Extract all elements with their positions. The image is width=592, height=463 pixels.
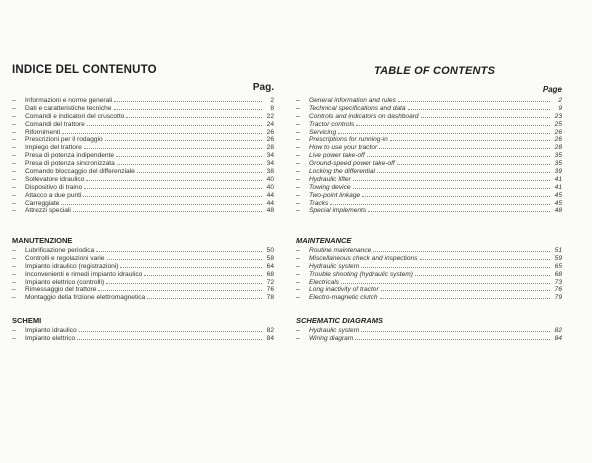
dot-leader bbox=[107, 254, 262, 260]
section-heading: SCHEMATIC DIAGRAMS bbox=[296, 316, 383, 325]
toc-entry bbox=[12, 285, 274, 293]
toc-entry bbox=[12, 199, 274, 207]
dot-leader bbox=[62, 128, 262, 134]
toc-entry-label: Controlli e regolazioni varie bbox=[25, 254, 105, 262]
toc-entry bbox=[12, 278, 274, 286]
toc-entry-label: Sollevatore idraulico bbox=[25, 175, 85, 183]
toc-entry-page: 79 bbox=[554, 294, 562, 302]
dot-leader bbox=[356, 120, 550, 126]
dot-leader bbox=[120, 262, 262, 268]
toc-entry-page: 82 bbox=[554, 327, 562, 334]
dot-leader bbox=[77, 334, 262, 340]
toc-entry-page: 68 bbox=[266, 270, 274, 278]
toc-entry bbox=[296, 254, 562, 262]
dash-bullet: – bbox=[12, 294, 16, 302]
toc-entry-label: Inconvenienti e rimedi impianto idraulico bbox=[25, 270, 143, 278]
dot-leader bbox=[144, 270, 262, 276]
dot-leader bbox=[114, 104, 263, 110]
toc-entry-label: Servicing bbox=[309, 128, 337, 136]
dash-bullet: – bbox=[12, 286, 16, 294]
toc-entry-page: 84 bbox=[554, 334, 562, 342]
dash-bullet: – bbox=[296, 175, 300, 183]
dash-bullet: – bbox=[12, 136, 16, 144]
dot-leader bbox=[397, 159, 550, 165]
dash-bullet: – bbox=[12, 254, 16, 262]
dot-leader bbox=[83, 191, 262, 197]
toc-entry bbox=[12, 183, 274, 191]
toc-entry-page: 45 bbox=[554, 191, 562, 199]
dash-bullet: – bbox=[296, 144, 300, 152]
toc-entry-label: General information and rules bbox=[309, 97, 396, 104]
toc-entry-label: Prescrizioni per il rodaggio bbox=[25, 136, 103, 144]
toc-entry bbox=[296, 326, 562, 334]
toc-entry bbox=[12, 334, 274, 342]
toc-entry-label: Informazioni e norme generali bbox=[25, 97, 113, 104]
toc-entry-label: Live power take-off bbox=[309, 152, 365, 160]
dot-leader bbox=[368, 206, 550, 212]
toc-entry-label: Presa di potenza sincronizzata bbox=[25, 160, 115, 168]
dot-leader bbox=[341, 278, 550, 284]
toc-section bbox=[12, 246, 274, 301]
toc-entry bbox=[296, 206, 562, 214]
toc-entry-label: Tractor controls bbox=[309, 120, 355, 128]
dash-bullet: – bbox=[12, 104, 16, 112]
toc-entry-label: Impiego del trattore bbox=[25, 144, 82, 152]
toc-section bbox=[296, 326, 562, 342]
toc-entry-label: Comando bloccaggio del differenziale bbox=[25, 168, 135, 176]
toc-entry-label: Impianto elettrico (controlli) bbox=[25, 278, 105, 286]
toc-entry bbox=[12, 326, 274, 334]
dash-bullet: – bbox=[12, 207, 16, 215]
toc-entry-page: 2 bbox=[558, 97, 562, 104]
toc-entry-label: Prescriptions for running-in bbox=[309, 136, 388, 144]
toc-entry-page: 76 bbox=[266, 286, 274, 294]
toc-section bbox=[296, 96, 562, 214]
toc-entry-label: Ground-speed power take-off bbox=[309, 160, 395, 168]
toc-entry-page: 65 bbox=[554, 262, 562, 270]
toc-entry-page: 24 bbox=[266, 120, 274, 128]
toc-entry bbox=[296, 199, 562, 207]
toc-entry-page: 73 bbox=[554, 278, 562, 286]
dot-leader bbox=[126, 112, 262, 118]
dash-bullet: – bbox=[296, 104, 300, 112]
dot-leader bbox=[98, 285, 262, 291]
dot-leader bbox=[86, 175, 262, 181]
dash-bullet: – bbox=[296, 334, 300, 342]
toc-entry-label: Comandi del trattore bbox=[25, 120, 85, 128]
dash-bullet: – bbox=[296, 128, 300, 136]
toc-entry bbox=[12, 167, 274, 175]
dot-leader bbox=[84, 143, 262, 149]
dot-leader bbox=[73, 206, 262, 212]
dash-bullet: – bbox=[296, 168, 300, 176]
toc-entry bbox=[12, 254, 274, 262]
dash-bullet: – bbox=[12, 168, 16, 176]
toc-entry bbox=[12, 120, 274, 128]
dot-leader bbox=[116, 151, 262, 157]
toc-entry-label: How to use your tractor bbox=[309, 144, 378, 152]
toc-entry-page: 28 bbox=[554, 144, 562, 152]
toc-entry-label: Two-point linkage bbox=[309, 191, 361, 199]
toc-entry-label: Trouble shooting (hydraulic system) bbox=[309, 270, 413, 278]
toc-entry-page: 22 bbox=[266, 112, 274, 120]
toc-entry-page: 41 bbox=[554, 183, 562, 191]
dot-leader bbox=[361, 262, 550, 268]
toc-entry-page: 44 bbox=[266, 199, 274, 207]
toc-entry-label: Locking the differential bbox=[309, 168, 375, 176]
toc-entry-label: Rimessaggio del trattore bbox=[25, 286, 97, 294]
dash-bullet: – bbox=[296, 286, 300, 294]
toc-entry bbox=[12, 262, 274, 270]
dot-leader bbox=[355, 334, 550, 340]
toc-entry bbox=[296, 135, 562, 143]
dash-bullet: – bbox=[12, 97, 16, 104]
toc-entry-label: Tracks bbox=[309, 199, 329, 207]
toc-entry-label: Hydraulic lifter bbox=[309, 175, 351, 183]
toc-entry-page: 41 bbox=[554, 175, 562, 183]
toc-entry-page: 59 bbox=[554, 254, 562, 262]
dot-leader bbox=[96, 246, 262, 252]
dash-bullet: – bbox=[296, 278, 300, 286]
toc-entry bbox=[296, 270, 562, 278]
toc-entry bbox=[12, 191, 274, 199]
toc-entry-label: Attrezzi speciali bbox=[25, 207, 71, 215]
dash-bullet: – bbox=[296, 191, 300, 199]
toc-entry bbox=[296, 151, 562, 159]
dot-leader bbox=[379, 143, 550, 149]
toc-entry bbox=[12, 159, 274, 167]
dot-leader bbox=[380, 293, 550, 299]
toc-entry bbox=[296, 159, 562, 167]
dot-leader bbox=[114, 96, 262, 102]
dot-leader bbox=[381, 285, 550, 291]
toc-entry-page: 8 bbox=[270, 104, 274, 112]
toc-entry-label: Towing device bbox=[309, 183, 351, 191]
toc-entry-page: 48 bbox=[554, 207, 562, 215]
toc-entry bbox=[12, 135, 274, 143]
dot-leader bbox=[117, 159, 262, 165]
section-heading: SCHEMI bbox=[12, 316, 42, 325]
toc-entry-label: Lubrificazione periodica bbox=[25, 247, 95, 254]
dot-leader bbox=[137, 167, 262, 173]
toc-entry-label: Attacco a due punti bbox=[25, 191, 82, 199]
dash-bullet: – bbox=[296, 327, 300, 334]
dash-bullet: – bbox=[12, 175, 16, 183]
italian-page-header: Pag. bbox=[252, 82, 274, 93]
toc-entry-page: 39 bbox=[554, 168, 562, 176]
dash-bullet: – bbox=[296, 207, 300, 215]
toc-entry-label: Rifornimenti bbox=[25, 128, 61, 136]
toc-entry-label: Impianto idraulico bbox=[25, 327, 77, 334]
toc-entry-label: Wiring diagram bbox=[309, 334, 354, 342]
dot-leader bbox=[361, 326, 550, 332]
toc-entry-page: 25 bbox=[554, 120, 562, 128]
toc-entry-label: Hydraulic system bbox=[309, 262, 360, 270]
toc-entry-page: 82 bbox=[266, 327, 274, 334]
dash-bullet: – bbox=[296, 97, 300, 104]
toc-entry-page: 26 bbox=[554, 136, 562, 144]
dash-bullet: – bbox=[12, 262, 16, 270]
toc-entry bbox=[12, 270, 274, 278]
toc-entry-label: Electro-magnetic clutch bbox=[309, 294, 378, 302]
dash-bullet: – bbox=[12, 334, 16, 342]
toc-entry bbox=[296, 112, 562, 120]
toc-entry-label: Long inactivity of tractor bbox=[309, 286, 379, 294]
toc-entry bbox=[296, 128, 562, 136]
toc-entry bbox=[296, 175, 562, 183]
toc-entry-page: 40 bbox=[266, 175, 274, 183]
dot-leader bbox=[105, 135, 262, 141]
toc-entry-label: Presa di potenza indipendente bbox=[25, 152, 115, 160]
toc-entry-label: Electricals bbox=[309, 278, 340, 286]
toc-entry-page: 78 bbox=[266, 294, 274, 302]
toc-entry-label: Montaggio della frizione elettromagnetica bbox=[25, 294, 146, 302]
toc-entry-page: 40 bbox=[266, 183, 274, 191]
dash-bullet: – bbox=[12, 327, 16, 334]
dot-leader bbox=[362, 191, 550, 197]
toc-entry-label: Hydraulic system bbox=[309, 327, 360, 334]
toc-entry bbox=[296, 285, 562, 293]
dash-bullet: – bbox=[12, 183, 16, 191]
dot-leader bbox=[87, 120, 262, 126]
dot-leader bbox=[398, 96, 550, 102]
dot-leader bbox=[61, 199, 262, 205]
toc-entry-page: 58 bbox=[266, 254, 274, 262]
toc-entry-page: 34 bbox=[266, 152, 274, 160]
toc-entry bbox=[12, 206, 274, 214]
toc-entry-page: 26 bbox=[554, 128, 562, 136]
toc-entry-page: 84 bbox=[266, 334, 274, 342]
toc-entry-page: 44 bbox=[266, 191, 274, 199]
toc-entry bbox=[12, 96, 274, 104]
toc-entry-label: Controls and indicators on dashboard bbox=[309, 112, 419, 120]
dash-bullet: – bbox=[296, 183, 300, 191]
dash-bullet: – bbox=[296, 160, 300, 168]
toc-entry-page: 45 bbox=[554, 199, 562, 207]
dot-leader bbox=[79, 326, 262, 332]
toc-entry-label: Dispositivo di traino bbox=[25, 183, 83, 191]
dot-leader bbox=[367, 151, 550, 157]
toc-entry-page: 72 bbox=[266, 278, 274, 286]
toc-entry-page: 23 bbox=[554, 112, 562, 120]
dash-bullet: – bbox=[296, 254, 300, 262]
english-page-header: Page bbox=[542, 85, 562, 94]
toc-entry-page: 35 bbox=[554, 152, 562, 160]
toc-entry-page: 51 bbox=[554, 247, 562, 254]
dash-bullet: – bbox=[296, 247, 300, 254]
dot-leader bbox=[147, 293, 262, 299]
dot-leader bbox=[353, 175, 550, 181]
toc-entry-page: 48 bbox=[266, 207, 274, 215]
dot-leader bbox=[353, 183, 550, 189]
dash-bullet: – bbox=[12, 112, 16, 120]
toc-entry bbox=[12, 246, 274, 254]
toc-entry bbox=[296, 334, 562, 342]
dash-bullet: – bbox=[12, 160, 16, 168]
toc-entry bbox=[12, 293, 274, 301]
toc-entry-label: Dati e caratteristiche tecniche bbox=[25, 104, 112, 112]
toc-entry bbox=[296, 293, 562, 301]
toc-entry-label: Technical specifications and data bbox=[309, 104, 406, 112]
toc-entry bbox=[296, 120, 562, 128]
dash-bullet: – bbox=[296, 120, 300, 128]
toc-entry-page: 38 bbox=[266, 168, 274, 176]
toc-entry-page: 26 bbox=[266, 128, 274, 136]
toc-entry bbox=[12, 112, 274, 120]
toc-entry-page: 64 bbox=[266, 262, 274, 270]
section-heading: MAINTENANCE bbox=[296, 236, 352, 245]
toc-entry bbox=[296, 278, 562, 286]
toc-entry-page: 9 bbox=[558, 104, 562, 112]
dash-bullet: – bbox=[12, 144, 16, 152]
toc-entry bbox=[296, 262, 562, 270]
toc-entry-page: 50 bbox=[266, 247, 274, 254]
dash-bullet: – bbox=[12, 278, 16, 286]
toc-entry-page: 35 bbox=[554, 160, 562, 168]
toc-entry-page: 68 bbox=[554, 270, 562, 278]
toc-entry-label: Carreggiate bbox=[25, 199, 60, 207]
dash-bullet: – bbox=[12, 128, 16, 136]
dash-bullet: – bbox=[12, 191, 16, 199]
dot-leader bbox=[373, 246, 550, 252]
section-heading: MANUTENZIONE bbox=[12, 236, 73, 245]
dot-leader bbox=[377, 167, 550, 173]
toc-entry-page: 76 bbox=[554, 286, 562, 294]
toc-entry-page: 26 bbox=[266, 136, 274, 144]
dash-bullet: – bbox=[12, 247, 16, 254]
dot-leader bbox=[420, 254, 551, 260]
toc-entry bbox=[296, 191, 562, 199]
toc-entry bbox=[296, 246, 562, 254]
dash-bullet: – bbox=[12, 199, 16, 207]
dot-leader bbox=[84, 183, 262, 189]
toc-entry-label: Special implements bbox=[309, 207, 367, 215]
toc-entry bbox=[12, 175, 274, 183]
dash-bullet: – bbox=[296, 294, 300, 302]
toc-entry bbox=[12, 104, 274, 112]
toc-section bbox=[12, 326, 274, 342]
toc-entry-label: Impianto idraulico (registrazioni) bbox=[25, 262, 119, 270]
dot-leader bbox=[408, 104, 550, 110]
dash-bullet: – bbox=[296, 136, 300, 144]
toc-section bbox=[296, 246, 562, 301]
dot-leader bbox=[421, 112, 550, 118]
dash-bullet: – bbox=[296, 152, 300, 160]
toc-entry-page: 28 bbox=[266, 144, 274, 152]
dot-leader bbox=[106, 278, 262, 284]
dash-bullet: – bbox=[296, 199, 300, 207]
toc-entry-page: 2 bbox=[270, 97, 274, 104]
italian-title: INDICE DEL CONTENUTO bbox=[12, 64, 157, 76]
dot-leader bbox=[330, 199, 550, 205]
dot-leader bbox=[390, 135, 550, 141]
dash-bullet: – bbox=[296, 262, 300, 270]
toc-entry bbox=[296, 183, 562, 191]
dash-bullet: – bbox=[296, 112, 300, 120]
toc-entry bbox=[296, 143, 562, 151]
toc-entry bbox=[12, 143, 274, 151]
dash-bullet: – bbox=[12, 270, 16, 278]
english-title: TABLE OF CONTENTS bbox=[374, 65, 496, 77]
toc-entry bbox=[296, 96, 562, 104]
toc-entry bbox=[12, 128, 274, 136]
toc-section bbox=[12, 96, 274, 214]
toc-entry bbox=[296, 104, 562, 112]
toc-entry bbox=[296, 167, 562, 175]
toc-entry bbox=[12, 151, 274, 159]
dot-leader bbox=[338, 128, 550, 134]
dot-leader bbox=[415, 270, 550, 276]
toc-entry-label: Miscellaneous check and inspections bbox=[309, 254, 418, 262]
dash-bullet: – bbox=[12, 152, 16, 160]
toc-entry-page: 34 bbox=[266, 160, 274, 168]
toc-entry-label: Comandi e indicatori del cruscotto bbox=[25, 112, 125, 120]
dash-bullet: – bbox=[12, 120, 16, 128]
toc-entry-label: Impianto elettrico bbox=[25, 334, 76, 342]
dash-bullet: – bbox=[296, 270, 300, 278]
toc-entry-label: Routine maintenance bbox=[309, 247, 372, 254]
